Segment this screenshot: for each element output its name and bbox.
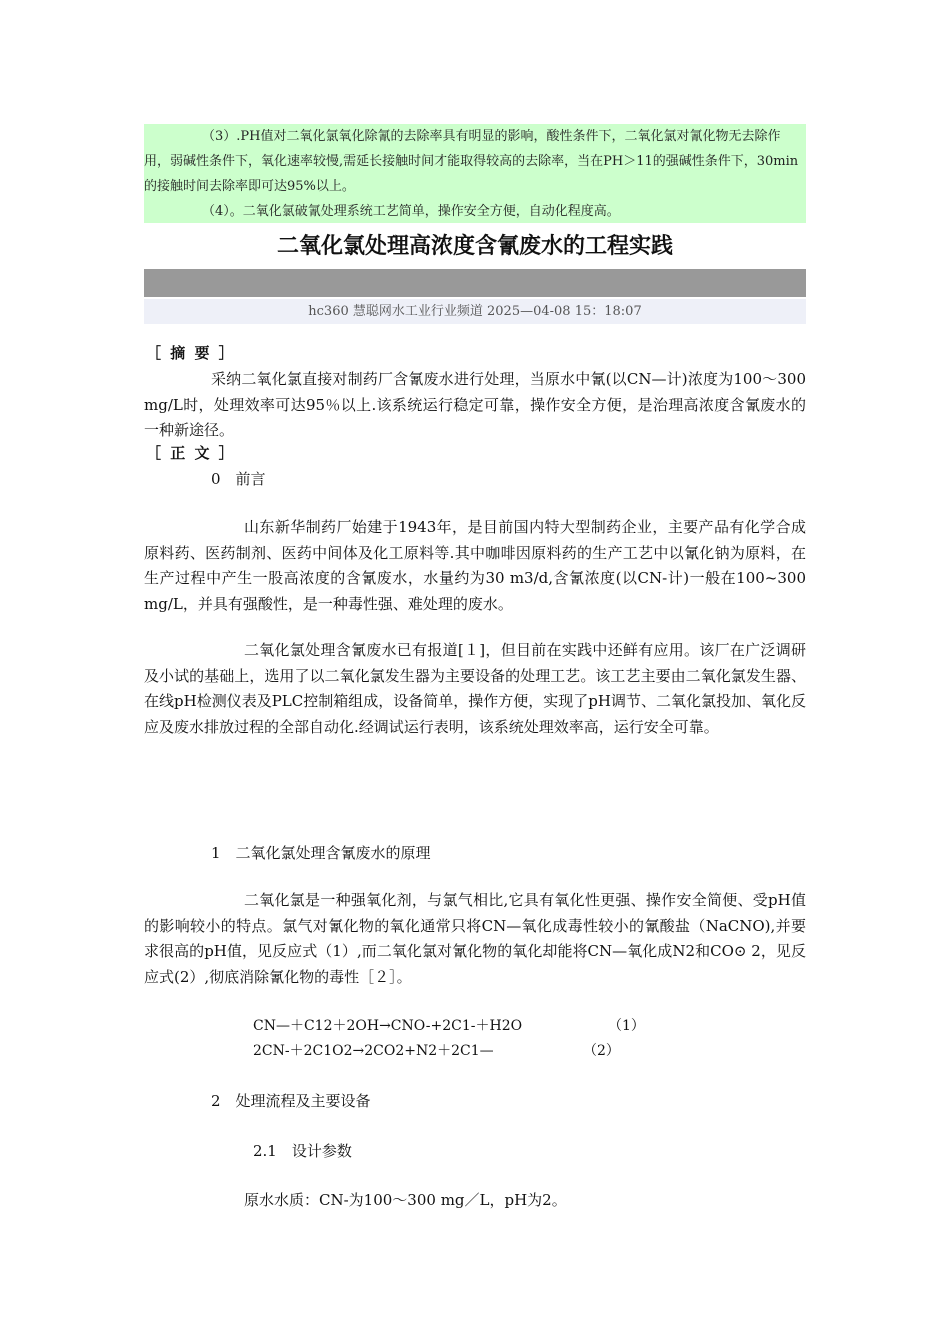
- notice-item-3: （3）.PH值对二氧化氯氧化除氰的去除率具有明显的影响，酸性条件下，二氧化氯对氰化物无去除作用，弱碱性条件下，氧化速率较慢,需延长接触时间才能取得较高的去除率，当在PH＞11的强碱性条件下，30min的接触时间去除率即可达95%以上。: [144, 129, 799, 194]
- article-title: 二氧化氯处理高浓度含氰废水的工程实践: [276, 234, 673, 259]
- section-0-paragraph-2: [144, 638, 806, 740]
- abstract-text: 采纳二氧化氯直接对制药厂含氰废水进行处理，当原水中氰(以CN—计)浓度为100～300 mg/L时，处理效率可达95％以上.该系统运行稳定可靠，操作安全方便，是治理高浓度含氰废水的一种新途径。: [144, 370, 806, 439]
- abstract-text-block: [144, 367, 806, 444]
- highlight-notice-box: [144, 124, 806, 223]
- equation-2-row: [253, 1040, 653, 1064]
- equation-1-row: [253, 1015, 653, 1039]
- section-0-paragraph-2-text: 二氧化氯处理含氰废水已有报道[１]，但目前在实践中还鲜有应用。该厂在广泛调研及小试的基础上，选用了以二氧化氯发生器为主要设备的处理工艺。该工艺主要由二氧化氯发生器、在线pH检测仪表及PLC控制箱组成，设备简单，操作方便，实现了pH调节、二氧化氯投加、氧化反应及废水排放过程的全部自动化.经调试运行表明，该系统处理效率高，运行安全可靠。: [144, 641, 806, 736]
- title-divider-bar: [144, 269, 806, 297]
- section-1-paragraph-1: [144, 888, 806, 990]
- equation-2: 2CN-＋2C1O2→2CO2+N2＋2C1—: [253, 1043, 494, 1059]
- section-1-heading: 1 二氧化氯处理含氰废水的原理: [211, 844, 431, 862]
- section-1-paragraph-1-text: 二氧化氯是一种强氧化剂，与氯气相比,它具有氧化性更强、操作安全简便、受pH值的影响较小的特点。氯气对氰化物的氧化通常只将CN—氧化成毒性较小的氰酸盐（NaCNO),并要求很高的pH值，见反应式（1）,而二氧化氯对氰化物的氧化却能将CN—氧化成N2和CO⊙ 2，见反应式(2）,彻底消除氰化物的毒性［２］。: [144, 891, 806, 986]
- equation-1: CN—＋C12＋2OH→CNO-+2C1-＋H2O: [253, 1018, 523, 1034]
- equation-2-number: （2）: [583, 1043, 620, 1059]
- body-label: ［ 正 文 ］: [146, 444, 236, 462]
- section-0-paragraph-1-text: 山东新华制药厂始建于1943年，是目前国内特大型制药企业，主要产品有化学合成原料药、医药制剂、医药中间体及化工原料等.其中咖啡因原料药的生产工艺中以氰化钠为原料，在生产过程中产生一股高浓度的含氰废水，水量约为30 m3/d,含氰浓度(以CN-计)一般在100~300 mg/L，并具有强酸性，是一种毒性强、难处理的废水。: [144, 518, 806, 613]
- section-0-heading: 0 前言: [211, 470, 266, 488]
- equation-1-number: （1）: [608, 1018, 645, 1034]
- abstract-label: ［ 摘 要 ］: [146, 344, 236, 362]
- section-2-1-paragraph-1: 原水水质：CN-为100～300 mg／L，pH为2。: [244, 1191, 567, 1209]
- section-2-heading: 2 处理流程及主要设备: [211, 1092, 371, 1110]
- notice-item-4: （4）。二氧化氯破氰处理系统工艺简单，操作安全方便，自动化程度高。: [202, 204, 620, 219]
- section-0-paragraph-1: [144, 515, 806, 617]
- article-meta: hc360 慧聪网水工业行业频道 2025—04-08 15：18:07: [144, 299, 806, 324]
- section-2-1-heading: 2.1 设计参数: [253, 1142, 352, 1160]
